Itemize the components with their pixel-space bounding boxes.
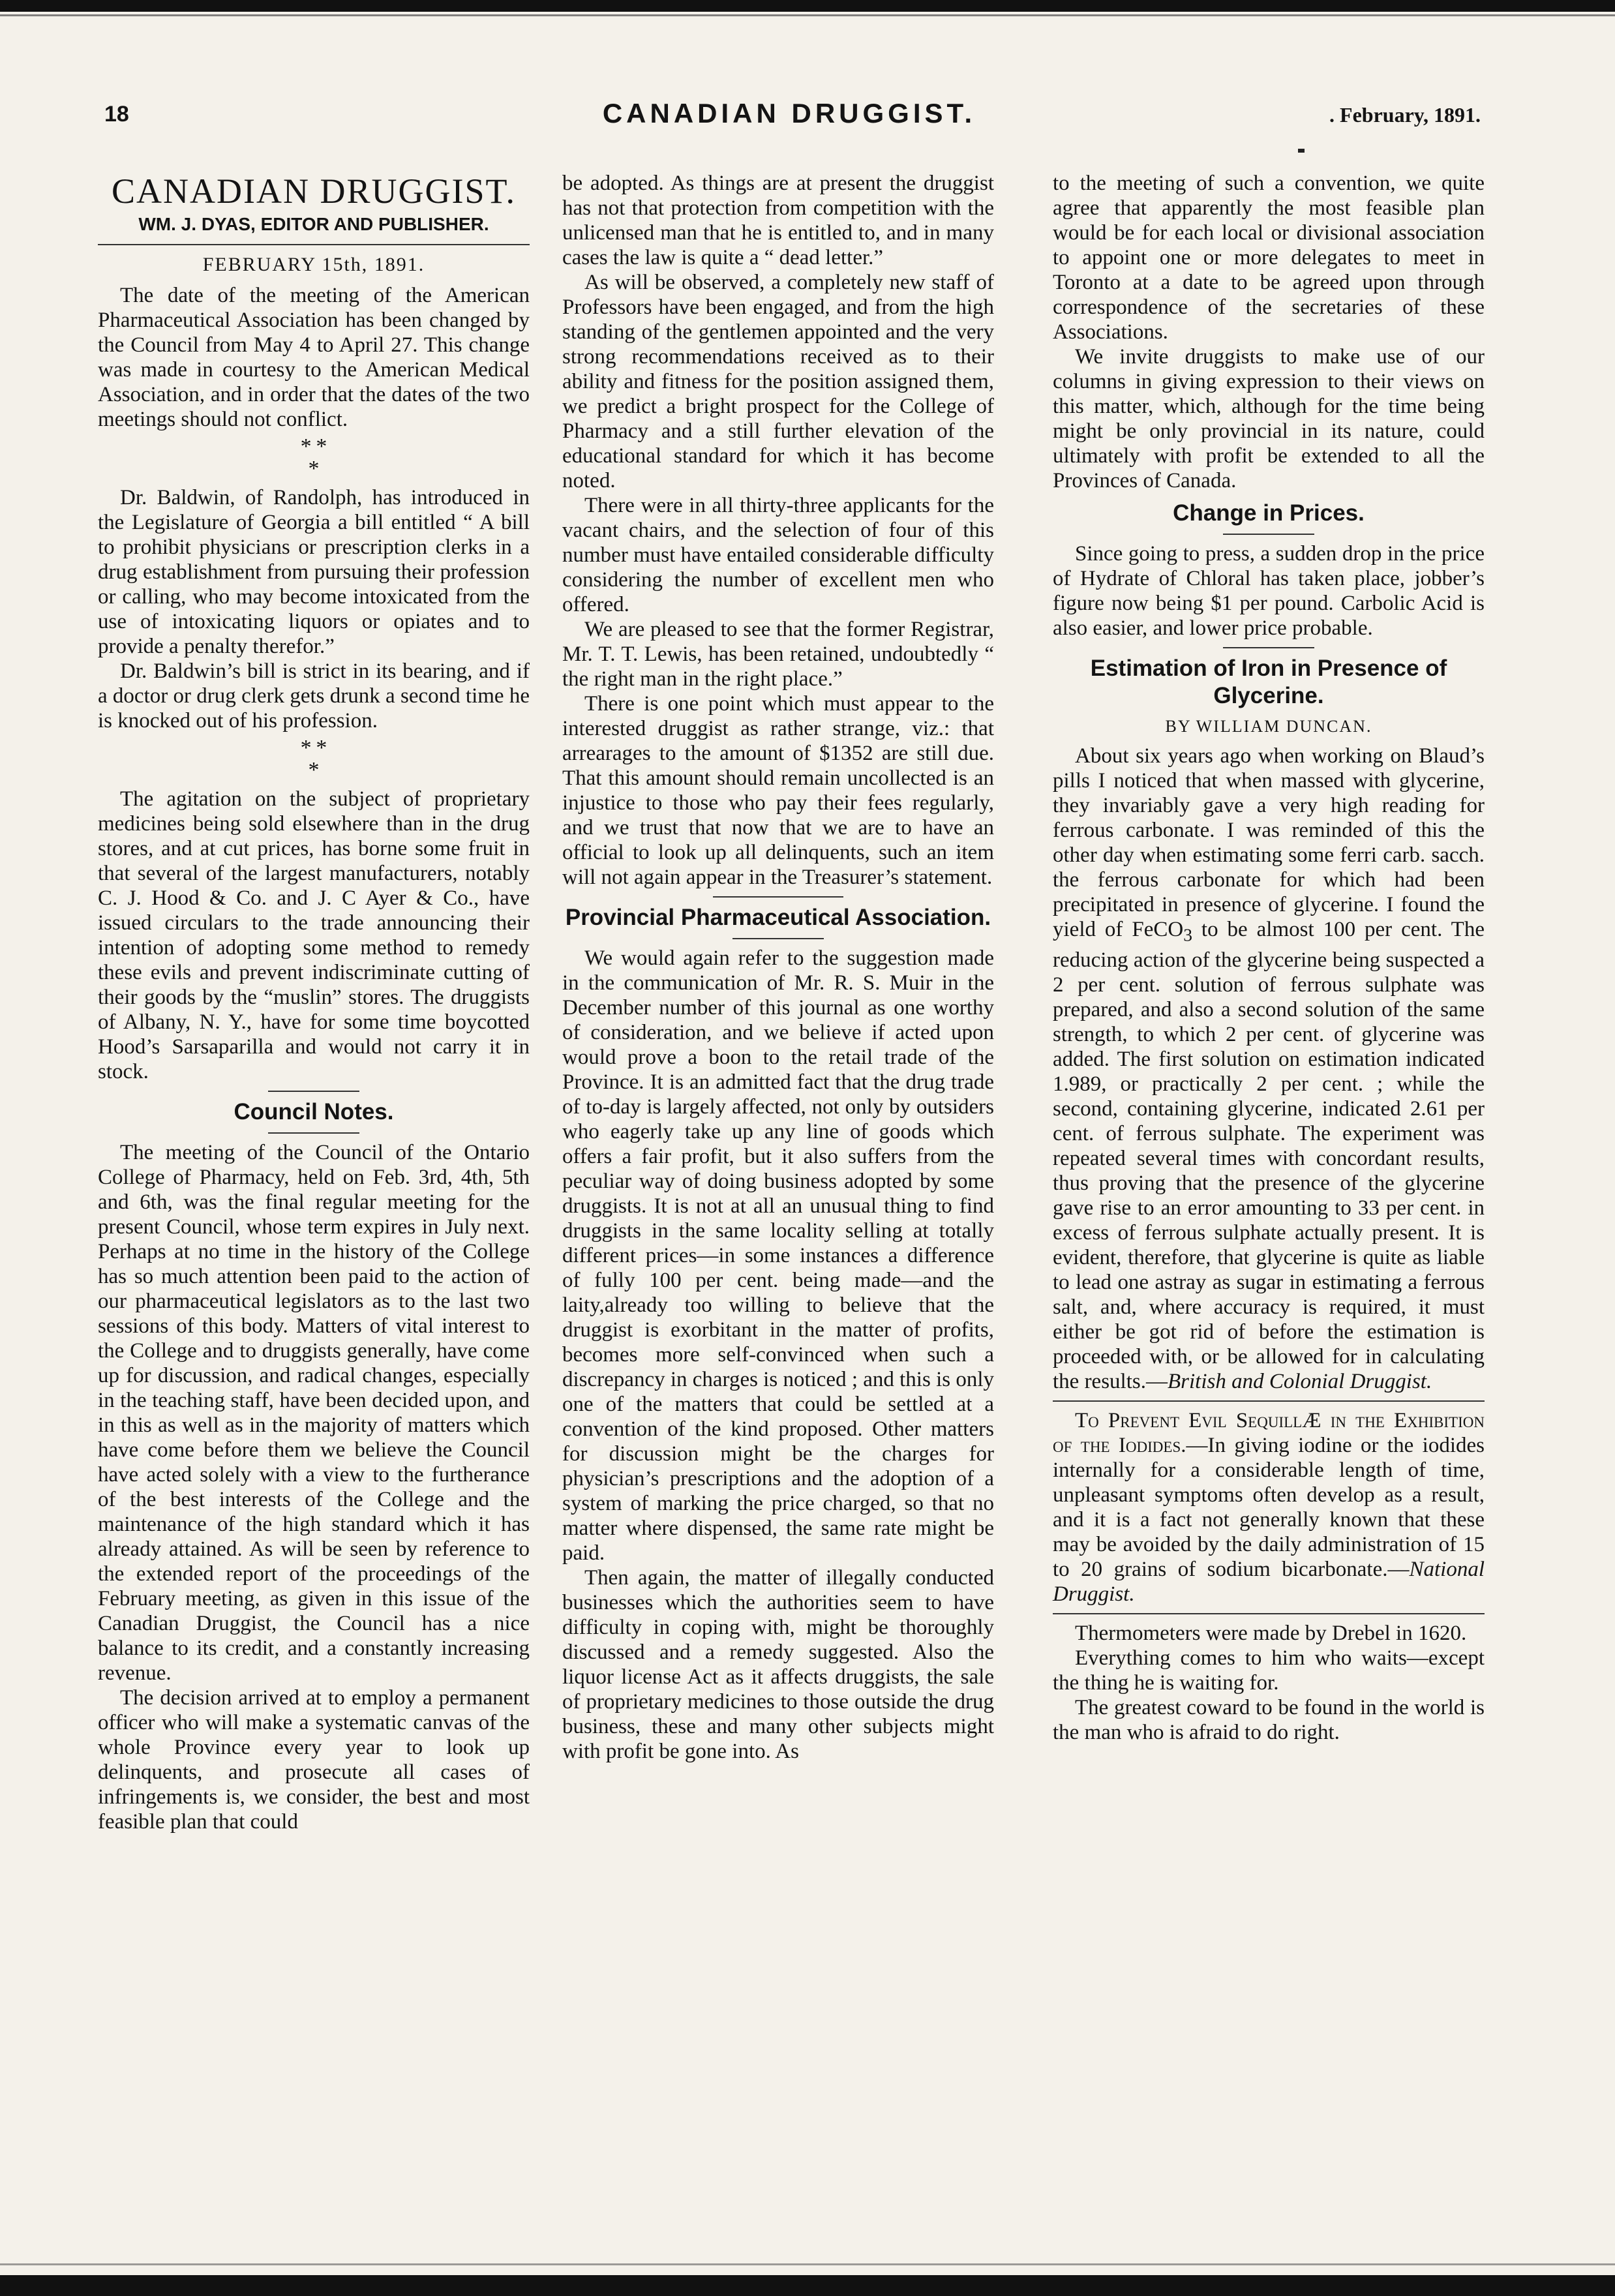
iron-estimation-body — [1053, 744, 1485, 1394]
editorial-title: CANADIAN DRUGGIST. — [112, 172, 516, 211]
text-run: —In giving iodine or the iodides internally for a considerable length of time, unpleasant symptoms often develop as a result, and it is a fact not generally known that these may be avoided by the daily administration of 15 to 20 grains of sodium bicarbonate.— — [1053, 1433, 1485, 1581]
divider — [732, 938, 824, 939]
iodides-heading: To Prevent Evil SequillÆ in the Exhibition of the Iodides. — [1053, 1408, 1485, 1457]
paragraph: As will be observed, a completely new staff of Professors have been engaged, and from the high standing of the gentlemen appointed and the very strong recommendations received as to their ability and fitness for the position assigned them, we predict a bright prospect for the College of Pharmacy and a still further elevation of the educational standard for which it has become noted. — [562, 271, 994, 492]
text-run: About six years ago when working on Blaud’s pills I noticed that when massed with glycerine, they invariably gave a very high reading for ferrous carbonate. I was reminded of this the other day when estimating some ferri carb. sacch. the ferrous carbonate for which had been precipitated in presence of glycerine. I found the yield of FeCO — [1053, 744, 1485, 941]
paragraph: We would again refer to the suggestion made in the communication of Mr. R. S. Muir in the December number of this journal as one worthy of consideration, and we believe if acted upon would prove a boon to the retail trade of the Province. It is an admitted fact that the drug trade of to-day is largely affected, not only by outsiders who eagerly take up any line of goods which offers a fair profit, but it also suffers from the peculiar way of doing business adopted by some druggists. It is not at all an unusual thing to find druggists in the same locality selling at totally different prices—in some instances a difference of fully 100 per cent. being made—and the laity,already too willing to believe that the druggist is exorbitant in the matter of profits, becomes more self-convinced when such a discrepancy in charges is noticed ; and this is only one of the matters that could be settled at a convention of the kind proposed. Other matters for discussion might be the charges for physician’s prescriptions and the adoption of a system of marking the price charged, so that no matter where dispensed, the same rate might be paid. — [562, 946, 994, 1565]
text-run: to be almost 100 per cent. The reducing action of the glycerine being suspected a 2 per cent. solution of ferrous sulphate was prepared, and also a second solution of the same strength, to which 2 per cent. of glycerine was added. The first solution on estimation indicated 1.989, or practically 2 per cent. ; while the second, containing glycerine, indicated 2.61 per cent. of ferrous sulphate. The experiment was repeated several times with concordant results, thus proving that the presence of the glycerine gave rise to an error amounting to 33 per cent. in excess of ferrous sulphate actually present. It is evident, therefore, that glycerine is quite as liable to lead one astray as sugar in estimating a ferrous salt, and, where accuracy is required, it must either be got rid of before the estimation is proceeded with, or be allowed for in calculating the results.— — [1053, 918, 1485, 1393]
divider — [1223, 647, 1314, 648]
paragraph: The date of the meeting of the American Pharmaceutical Association has been changed by the Council from May 4 to April 27. This change was made in courtesy to the American Medical Association, and in order that the dates of the two meetings should not conflict. — [98, 284, 530, 431]
paragraph: We are pleased to see that the former Registrar, Mr. T. T. Lewis, has been retained, undoubtedly “ the right man in the right place.” — [562, 618, 994, 691]
provincial-association-continued — [1053, 171, 1485, 493]
divider — [1053, 1400, 1485, 1402]
change-in-prices-body — [1053, 541, 1485, 641]
provincial-association-title: Provincial Pharmaceutical Association. — [565, 905, 991, 930]
iodides-note — [1053, 1408, 1485, 1607]
paragraph: The meeting of the Council of the Ontario College of Pharmacy, held on Feb. 3rd, 4th, 5th and 6th, was the final regular meeting for the present Council, whose term expires in July next. Perhaps at no time in the history of the College has so much attention been paid to the action of our pharmaceutical legislators as to the last two sessions of this body. Matters of vital interest to the College and to druggists generally, have come up for discussion, and radical changes, especially in the teaching staff, have been decided upon, and in this as well as in the majority of matters which have come before them we believe the Council have acted solely with a view to the furtherance of the best interests of the College and the maintenance of the high standard which it has already attained. As will be seen by reference to the extended report of the proceedings of the February meeting, as given in this issue of the Canadian Druggist, the Council has a nice balance to its credit, and a constantly increasing revenue. — [98, 1141, 530, 1685]
subscript: 3 — [1183, 924, 1192, 945]
bottom-border-bar — [0, 2275, 1615, 2296]
paragraph: Since going to press, a sudden drop in the price of Hydrate of Chloral has taken place, jobber’s figure now being $1 per pound. Carbolic Acid is also easier, and lower price probable. — [1053, 542, 1485, 640]
page-header — [98, 98, 1481, 137]
paragraph: be adopted. As things are at present the druggist has not that protection from competition with the unlicensed man that he is entitled to, and in many cases the law is quite a “ dead letter.” — [562, 172, 994, 269]
column-1 — [98, 171, 530, 1834]
column-3 — [1053, 171, 1485, 1745]
paragraph: There were in all thirty-three applicants for the vacant chairs, and the selection of four of this number must have entailed considerable difficulty considering the number of excellent men who offered. — [562, 494, 994, 616]
source-citation: British and Colonial Druggist. — [1167, 1369, 1432, 1393]
paragraph — [1053, 1408, 1485, 1607]
divider — [268, 1132, 359, 1134]
paragraph: Then again, the matter of illegally conducted businesses which the authorities seem to have difficulty in coping with, might be thoroughly discussed and a remedy suggested. Also the liquor license Act as it affects druggists, the sale of proprietary medicines to those outside the drug business, these and many other subjects might with profit be gone into. As — [562, 1566, 994, 1763]
top-border-rule — [0, 14, 1615, 16]
divider — [1053, 1613, 1485, 1614]
council-notes-title: Council Notes. — [234, 1099, 394, 1125]
iron-estimation-title: Estimation of Iron in Presence of Glycerine. — [1090, 656, 1447, 708]
paragraph: The greatest coward to be found in the world is the man who is afraid to do right. — [1053, 1695, 1485, 1744]
header-mark — [1298, 149, 1305, 153]
paragraph: The decision arrived at to employ a permanent officer who will make a systematic canvas of the whole Province every year to look up delinquents, and prosecute all cases of infringements is, we consider, the best and most feasible plan that could — [98, 1686, 530, 1834]
paragraph: Dr. Baldwin’s bill is strict in its bearing, and if a doctor or drug clerk gets drunk a second time he is knocked out of his profession. — [98, 659, 530, 733]
provincial-association-body — [562, 946, 994, 1764]
council-notes-body — [98, 1140, 530, 1834]
miscellany — [1053, 1621, 1485, 1745]
divider — [268, 1091, 359, 1092]
paragraph: to the meeting of such a convention, we quite agree that apparently the most feasible plan would be for each local or divisional association to appoint one or more delegates to meet in Toronto at a date to be agreed upon through correspondence of the secretaries of these Associations. — [1053, 172, 1485, 344]
editorial-date: FEBRUARY 15th, 1891. — [202, 254, 425, 275]
paragraph: We invite druggists to make use of our columns in giving expression to their views on this matter, which, although for the time being might be only provincial in its nature, could ultimately with profit be extended to all the Provinces of Canada. — [1053, 345, 1485, 492]
asterism: * * * — [300, 434, 327, 481]
editorial-body — [98, 283, 530, 1084]
top-border-bar — [0, 0, 1615, 12]
bottom-border-rule — [0, 2263, 1615, 2265]
masthead: CANADIAN DRUGGIST. — [602, 98, 976, 128]
divider — [713, 896, 843, 898]
change-in-prices-title: Change in Prices. — [1173, 500, 1365, 526]
paragraph: Everything comes to him who waits—except the thing he is waiting for. — [1053, 1646, 1485, 1695]
paragraph: Thermometers were made by Drebel in 1620. — [1075, 1621, 1467, 1645]
editorial-editor: WM. J. DYAS, EDITOR AND PUBLISHER. — [138, 214, 489, 234]
divider — [98, 244, 530, 245]
paragraph — [1053, 744, 1485, 1394]
asterism: * * * — [300, 736, 327, 782]
byline: BY WILLIAM DUNCAN. — [1165, 717, 1372, 736]
source-citation: National Druggist. — [1053, 1557, 1485, 1606]
paragraph: There is one point which must appear to the interested druggist as rather strange, viz.: that arrearages to the amount of $1352 are still due. That this amount should remain uncollected is an injustice to those who pay their fees regularly, and we trust that now that we are to have an official to look up all delinquents, such an item will not again appear in the Treasurer’s statement. — [562, 692, 994, 889]
column-2 — [562, 171, 994, 1764]
paragraph: Dr. Baldwin, of Randolph, has introduced in the Legislature of Georgia a bill entitled “ A bill to prohibit physicians or prescription clerks in a drug establishment from pursuing their profession or calling, who may become intoxicated from the use of intoxicating liquors or opiates and to provide a penalty therefor.” — [98, 486, 530, 658]
council-notes-continued — [562, 171, 994, 890]
issue-date: . February, 1891. — [1329, 103, 1481, 127]
paragraph: The agitation on the subject of proprietary medicines being sold elsewhere than in the drug stores, and at cut prices, has borne some fruit in that several of the largest manufacturers, notably C. J. Hood & Co. and J. C Ayer & Co., have issued circulars to the trade announcing their intention of adopting some method to remedy these evils and prevent indiscriminate cutting of their goods by the “muslin” stores. The druggists of Albany, N. Y., have for some time boycotted Hood’s Sarsaparilla and would not carry it in stock. — [98, 787, 530, 1083]
divider — [1223, 534, 1314, 535]
page-number: 18 — [104, 102, 129, 127]
